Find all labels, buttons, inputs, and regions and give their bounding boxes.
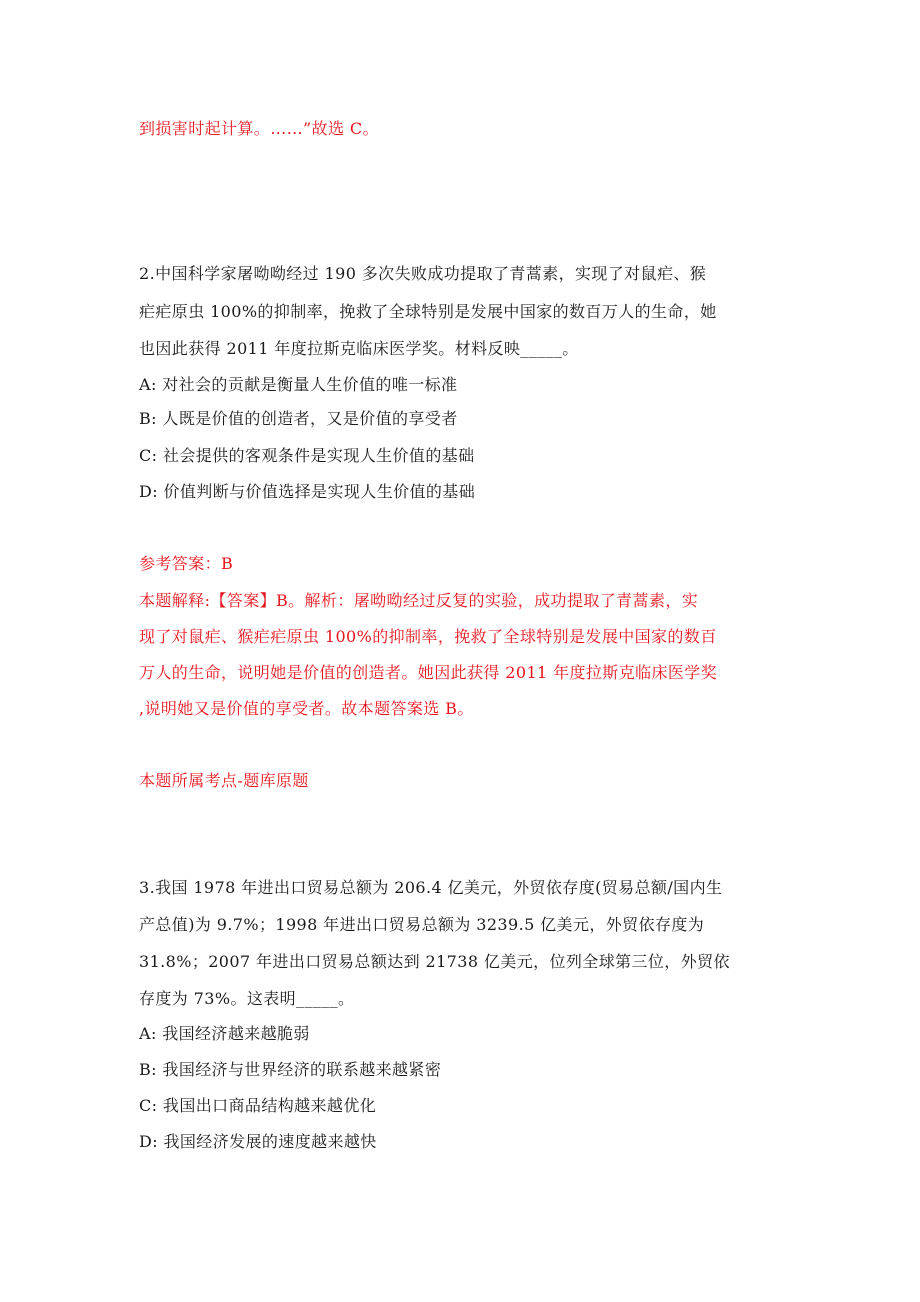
- q2-stem-line: 2.中国科学家屠呦呦经过 190 多次失败成功提取了青蒿素，实现了对鼠疟、猴: [139, 264, 707, 283]
- q2-option-a: A: 对社会的贡献是衡量人生价值的唯一标准: [139, 375, 458, 394]
- q3-stem-line: 3.我国 1978 年进出口贸易总额为 206.4 亿美元，外贸依存度(贸易总额/国内生: [139, 878, 723, 897]
- q3-stem-line: 产总值)为 9.7%；1998 年进出口贸易总额为 3239.5 亿美元，外贸依存度为: [139, 915, 705, 934]
- q2-explanation-line: 本题解释:【答案】B。解析：屠呦呦经过反复的实验，成功提取了青蒿素，实: [139, 591, 699, 610]
- q2-option-b: B: 人既是价值的创造者，又是价值的享受者: [139, 409, 458, 428]
- q2-stem-line: 也因此获得 2011 年度拉斯克临床医学奖。材料反映_____。: [139, 339, 579, 358]
- q2-answer: 参考答案：B: [139, 554, 234, 573]
- prev-explanation-tail: 到损害时起计算。……”故选 C。: [139, 119, 379, 138]
- q2-option-d: D: 价值判断与价值选择是实现人生价值的基础: [139, 482, 476, 501]
- q3-option-c: C: 我国出口商品结构越来越优化: [139, 1096, 377, 1115]
- q3-stem-line: 31.8%；2007 年进出口贸易总额达到 21738 亿美元，位列全球第三位，外贸依: [139, 952, 730, 971]
- q2-option-c: C: 社会提供的客观条件是实现人生价值的基础: [139, 446, 475, 465]
- q2-source: 本题所属考点-题库原题: [139, 771, 309, 790]
- q3-stem-line: 存度为 73%。这表明_____。: [139, 989, 355, 1008]
- q2-explanation-line: 万人的生命，说明她是价值的创造者。她因此获得 2011 年度拉斯克临床医学奖: [139, 663, 718, 682]
- q2-stem-line: 疟疟原虫 100%的抑制率，挽救了全球特别是发展中国家的数百万人的生命，她: [139, 302, 717, 321]
- q3-option-d: D: 我国经济发展的速度越来越快: [139, 1132, 377, 1151]
- q2-explanation-line: 现了对鼠疟、猴疟疟原虫 100%的抑制率，挽救了全球特别是发展中国家的数百: [139, 627, 717, 646]
- q3-option-a: A: 我国经济越来越脆弱: [139, 1024, 310, 1043]
- q2-explanation-line: ,说明她又是价值的享受者。故本题答案选 B。: [139, 699, 474, 718]
- q3-option-b: B: 我国经济与世界经济的联系越来越紧密: [139, 1060, 442, 1079]
